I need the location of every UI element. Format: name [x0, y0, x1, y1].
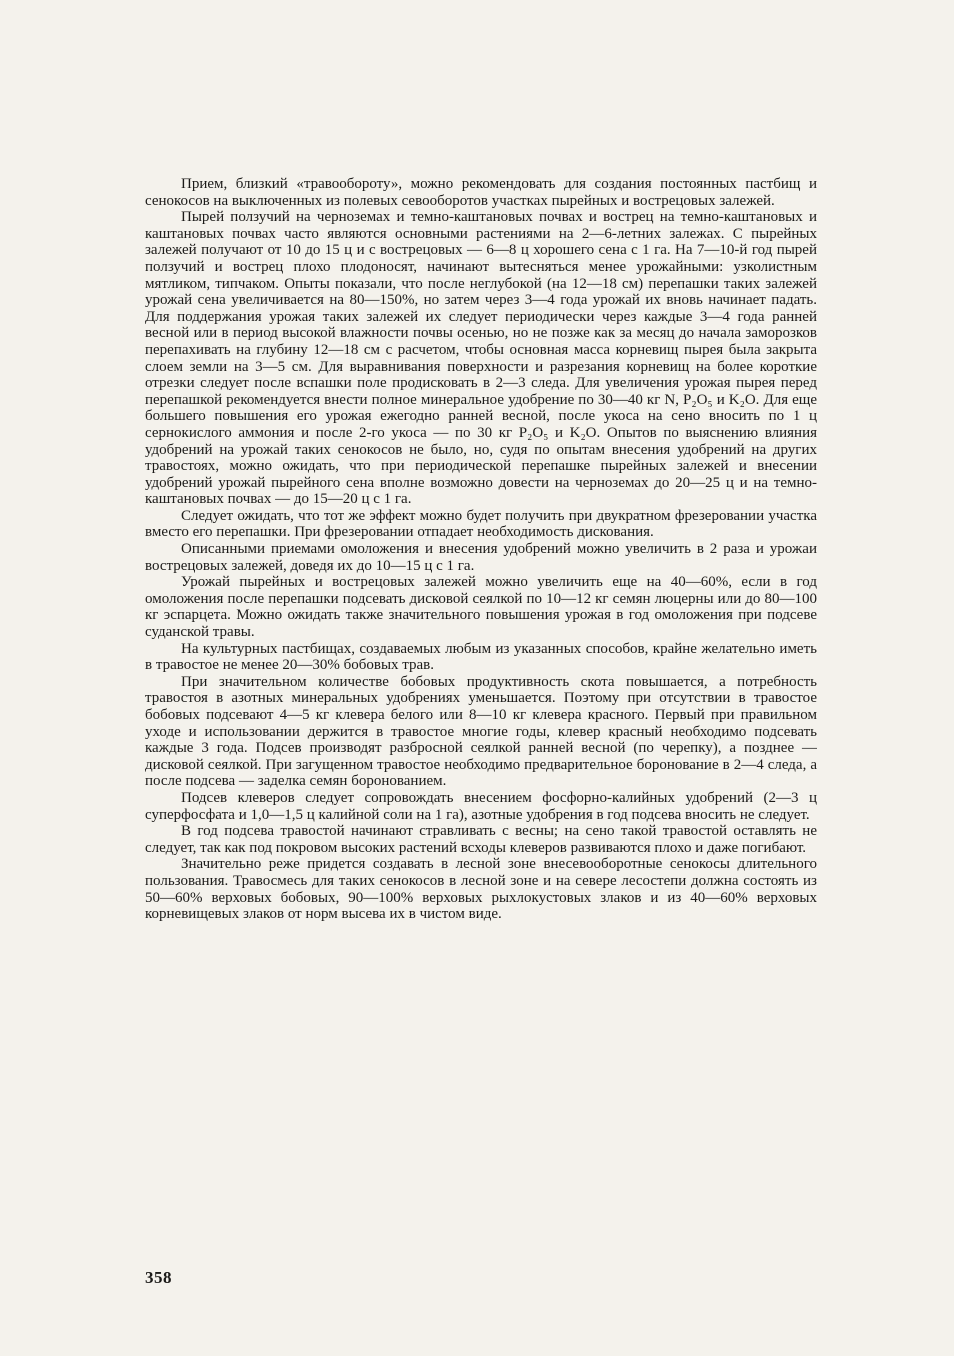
paragraph: Значительно реже придется создавать в лесной зоне внесевооборотные сенокосы длительного пользования. Травосмесь для таких сенокосов в лесной зоне и на севере лесостепи должна состоять из 50—60% верховых бобовых, 90—100% верховых рыхлокустовых злаков и из 40—60% верховых корневищевых злаков от норм высева их в чистом виде.	[145, 856, 817, 923]
paragraph: Следует ожидать, что тот же эффект можно будет получить при двукратном фрезеровании участка вместо его перепашки. При фрезеровании отпадает необходимость дискования.	[145, 507, 817, 541]
page-body	[145, 176, 817, 1286]
paragraph: При значительном количестве бобовых продуктивность скота повышается, а потребность травостоя в азотных минеральных удобрениях уменьшается. Поэтому при отсутствии в травостое бобовых подсевают 4—5 кг клевера белого или 8—10 кг клевера красного. Первый при правильном уходе и использовании держится в травостое многие годы, клевер красный необходимо подсевать каждые 3 года. Подсев производят разбросной сеялкой ранней весной (по черепку), а позднее — дисковой сеялкой. При загущенном травостое необходимо предварительное боронование в 2—4 следа, а после подсева — заделка семян боронованием.	[145, 673, 817, 790]
paragraph: Подсев клеверов следует сопровождать внесением фосфорно-калийных удобрений (2—3 ц суперфосфата и 1,0—1,5 ц калийной соли на 1 га), азотные удобрения в год подсева вносить не следует.	[145, 789, 817, 823]
paragraph: Описанными приемами омоложения и внесения удобрений можно увеличить в 2 раза и урожаи вострецовых залежей, доведя их до 10—15 ц с 1 га.	[145, 541, 817, 574]
page-number: 358	[145, 1268, 172, 1287]
paragraph: Пырей ползучий на черноземах и темно-каштановых почвах и вострец на темно-каштановых и каштановых почвах часто являются основными растениями на 2—6-летних залежах. С пырейных залежей получают от 10 до 15 ц и с вострецовых — 6—8 ц хорошего сена с 1 га. На 7—10-й год пырей ползучий и вострец плохо плодоносят, начинают вытесняться менее урожайными: узколистным мятликом, типчаком. Опыты показали, что после неглубокой (на 12—18 см) перепашки таких залежей урожай сена увеличивается на 80—150%, но затем через 3—4 года урожай их вновь начинает падать. Для поддержания урожая таких залежей их следует периодически через каждые 3—4 года ранней весной или в период высокой влажности почвы осенью, но не позже как за месяц до начала заморозков перепахивать на глубину 12—18 см с расчетом, чтобы основная масса корневищ пырея была закрыта слоем земли на 3—5 см. Для выравнивания поверхности и разрезания корневищ на более короткие отрезки следует после вспашки поле продисковать в 2—3 следа. Для увеличения урожая пырея перед перепашкой рекомендуется внести полное минеральное удобрение по 30—40 кг N, P₂O₅ и K₂O. Для еще большего повышения его урожая ежегодно ранней весной, после укоса на сено вносить по 1 ц сернокислого аммония и после 2-го укоса — по 30 кг P₂O₅ и K₂O. Опытов по выяснению влияния удобрений на урожай таких сенокосов не было, но, судя по опытам внесения удобрений на других травостоях, можно ожидать, что при периодической перепашке пырейных залежей и внесении удобрений урожай пырейного сена вполне возможно довести на черноземах до 20—25 ц и на темно-каштановых почвах — до 15—20 ц с 1 га.	[145, 209, 817, 508]
paragraph: В год подсева травостой начинают стравливать с весны; на сено такой травостой оставлять не следует, так как под покровом высоких растений всходы клеверов развиваются плохо и даже погибают.	[145, 823, 817, 856]
paragraph: На культурных пастбищах, создаваемых любым из указанных способов, крайне желательно иметь в травостое не менее 20—30% бобовых трав.	[145, 640, 817, 674]
paragraph: Прием, близкий «травообороту», можно рекомендовать для создания постоянных пастбищ и сенокосов на выключенных из полевых севооборотов участках пырейных и вострецовых залежей.	[145, 176, 817, 209]
paragraph: Урожай пырейных и вострецовых залежей можно увеличить еще на 40—60%, если в год омоложения после перепашки подсевать дисковой сеялкой по 10—12 кг семян люцерны или до 80—100 кг эспарцета. Можно ожидать также значительного повышения урожая в год омоложения при подсеве суданской травы.	[145, 574, 817, 641]
